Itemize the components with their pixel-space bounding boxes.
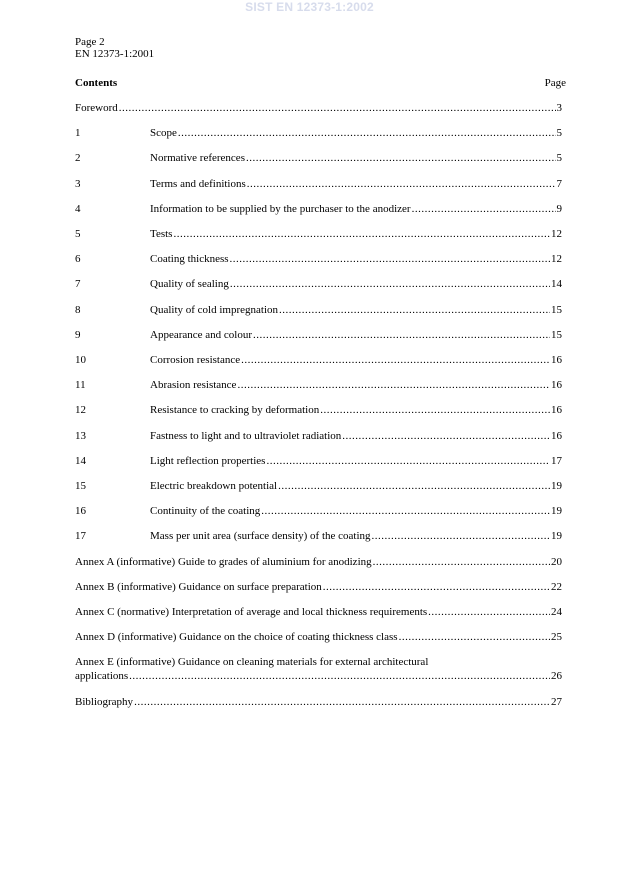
toc-entry-label: Electric breakdown potential <box>150 480 278 492</box>
toc-entry-label: Bibliography <box>75 695 134 708</box>
toc-entry-page: 3 <box>556 102 562 114</box>
toc-entry-label: Fastness to light and to ultraviolet radiation <box>150 429 342 442</box>
dot-leader <box>428 605 550 619</box>
dot-leader <box>266 454 550 468</box>
clause-number: 7 <box>75 278 81 291</box>
toc-entry-clause[interactable] <box>75 403 562 417</box>
toc-entry-clause[interactable] <box>75 252 562 266</box>
toc-entry-page: 16 <box>551 354 562 366</box>
clause-number: 6 <box>75 253 81 266</box>
dot-leader <box>323 580 550 594</box>
toc-entry-page: 26 <box>551 670 562 683</box>
toc-entry-label: Terms and definitions <box>150 177 246 190</box>
dot-leader <box>230 277 550 291</box>
dot-leader <box>230 252 550 266</box>
clause-number: 4 <box>75 202 81 215</box>
watermark: SIST EN 12373-1:2002 <box>245 0 374 14</box>
toc-entry-page: 9 <box>556 202 562 215</box>
toc-entry-page: 12 <box>551 253 562 266</box>
contents-heading-row <box>75 76 566 90</box>
dot-leader <box>253 328 550 342</box>
toc-entry-label-continued: applications <box>75 670 129 683</box>
toc-entry-clause[interactable] <box>75 353 562 367</box>
dot-leader <box>412 202 556 216</box>
toc-entry-label: Quality of cold impregnation <box>150 303 278 316</box>
toc-entry-clause[interactable] <box>75 479 562 493</box>
clause-number: 14 <box>75 454 86 467</box>
clause-number: 17 <box>75 530 86 543</box>
dot-leader <box>320 403 550 417</box>
toc-entry-label: Annex B (informative) Guidance on surface preparation <box>75 580 322 593</box>
toc-entry-page: 15 <box>551 328 562 341</box>
toc-entry-clause[interactable] <box>75 227 562 241</box>
toc-entry-page: 19 <box>551 530 562 543</box>
toc-entry-clause[interactable] <box>75 151 562 165</box>
toc-entry-clause[interactable] <box>75 303 562 317</box>
clause-number: 2 <box>75 152 81 165</box>
toc-entry-page: 16 <box>551 404 562 417</box>
clause-number: 13 <box>75 429 86 442</box>
dot-leader <box>261 504 550 518</box>
dot-leader <box>372 529 550 543</box>
toc-entry-label: Normative references <box>150 152 245 165</box>
toc-entry-annex-c[interactable] <box>75 605 562 619</box>
toc-entry-label: Continuity of the coating <box>150 505 261 518</box>
dot-leader <box>237 378 550 392</box>
toc-entry-clause[interactable] <box>75 504 562 518</box>
toc-entry-bibliography[interactable] <box>75 695 562 709</box>
document-id-line: EN 12373-1:2001 <box>75 48 155 60</box>
toc-entry-annex-d[interactable] <box>75 630 562 644</box>
clause-number: 8 <box>75 303 81 316</box>
toc-entry-label: Annex E (informative) Guidance on cleaning materials for external architectural <box>75 656 429 669</box>
dot-leader <box>247 177 556 191</box>
toc-entry-page: 24 <box>551 606 562 618</box>
clause-number: 16 <box>75 505 86 518</box>
clause-number: 15 <box>75 480 86 492</box>
toc-entry-foreword[interactable] <box>75 101 562 115</box>
toc-entry-label: Light reflection properties <box>150 454 266 467</box>
toc-entry-annex-a[interactable] <box>75 555 562 569</box>
clause-number: 10 <box>75 354 86 366</box>
toc-entry-annex-e[interactable] <box>75 655 562 683</box>
toc-entry-clause[interactable] <box>75 202 562 216</box>
toc-entry-label: Coating thickness <box>150 253 229 266</box>
dot-leader <box>342 429 550 443</box>
toc-entry-page: 15 <box>551 303 562 316</box>
toc-entry-label: Appearance and colour <box>150 328 253 341</box>
toc-entry-page: 14 <box>551 278 562 291</box>
dot-leader <box>134 695 550 709</box>
toc-entry-clause[interactable] <box>75 429 562 443</box>
toc-entry-clause[interactable] <box>75 454 562 468</box>
dot-leader <box>178 126 556 140</box>
toc-entry-clause[interactable] <box>75 277 562 291</box>
dot-leader <box>173 227 550 241</box>
clause-number: 5 <box>75 228 81 240</box>
toc-entry-label: Information to be supplied by the purchaser to the anodizer <box>150 202 411 215</box>
toc-entry-page: 25 <box>551 631 562 644</box>
toc-entry-label: Abrasion resistance <box>150 379 237 392</box>
toc-entry-page: 20 <box>551 555 562 568</box>
page-header <box>75 36 154 60</box>
contents-title: Contents <box>75 77 118 89</box>
toc-entry-page: 22 <box>551 580 562 593</box>
clause-number: 11 <box>75 379 86 392</box>
toc-entry-page: 19 <box>551 505 562 518</box>
toc-entry-label: Annex C (normative) Interpretation of average and local thickness requirements <box>75 606 428 618</box>
toc-entry-page: 16 <box>551 379 562 392</box>
toc-entry-label: Quality of sealing <box>150 278 229 291</box>
clause-number: 1 <box>75 127 81 140</box>
dot-leader <box>129 669 550 683</box>
dot-leader <box>278 479 550 493</box>
toc-entry-clause[interactable] <box>75 177 562 191</box>
toc-entry-clause[interactable] <box>75 529 562 543</box>
toc-entry-page: 19 <box>551 480 562 492</box>
toc-entry-clause[interactable] <box>75 126 562 140</box>
toc-entry-clause[interactable] <box>75 378 562 392</box>
page-number-line: Page 2 <box>75 36 105 48</box>
dot-leader <box>246 151 556 165</box>
toc-entry-label: Foreword <box>75 102 118 114</box>
clause-number: 9 <box>75 328 81 341</box>
toc-entry-label: Tests <box>150 228 173 240</box>
toc-entry-page: 7 <box>556 177 562 190</box>
toc-entry-label: Corrosion resistance <box>150 354 241 366</box>
clause-number: 3 <box>75 177 81 190</box>
toc-entry-page: 27 <box>551 695 562 708</box>
toc-entry-page: 16 <box>551 429 562 442</box>
dot-leader <box>399 630 550 644</box>
toc-entry-label: Annex D (informative) Guidance on the choice of coating thickness class <box>75 631 398 644</box>
toc-entry-label: Resistance to cracking by deformation <box>150 404 320 417</box>
page-column-label: Page <box>544 77 566 89</box>
toc-entry-page: 12 <box>551 228 562 240</box>
toc-entry-label: Annex A (informative) Guide to grades of aluminium for anodizing <box>75 555 372 568</box>
toc-entry-page: 5 <box>556 152 562 165</box>
toc-entry-clause[interactable] <box>75 328 562 342</box>
dot-leader <box>119 101 556 115</box>
clause-number: 12 <box>75 404 86 417</box>
toc-entry-page: 17 <box>551 454 562 467</box>
dot-leader <box>373 555 550 569</box>
dot-leader <box>279 303 550 317</box>
toc-entry-label: Mass per unit area (surface density) of the coating <box>150 530 371 543</box>
toc-entry-annex-b[interactable] <box>75 580 562 594</box>
dot-leader <box>241 353 550 367</box>
toc-entry-page: 5 <box>556 127 562 140</box>
toc-entry-label: Scope <box>150 127 177 140</box>
